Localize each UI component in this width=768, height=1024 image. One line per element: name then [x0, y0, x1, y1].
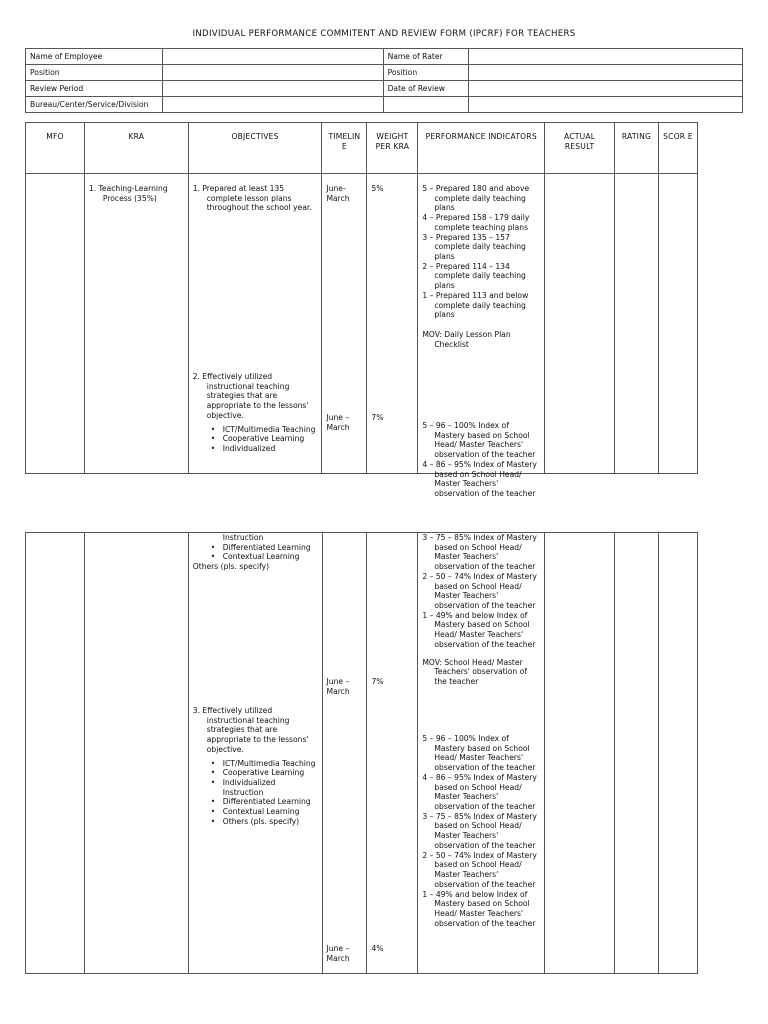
indicators-list-2: [422, 421, 540, 499]
rater-position-field[interactable]: [469, 65, 743, 81]
position-label: Position: [26, 65, 163, 81]
objective-3: 3. Effectively utilized instructional teaching strategies that are appropriate to the lessons' objective.: [192, 706, 309, 754]
indicator-item: 5 – 96 – 100% Index of Mastery based on School Head/ Master Teachers' observation of the teacher: [422, 734, 536, 773]
performance-table-page-2: [25, 532, 698, 974]
header-rating: RATING: [615, 123, 659, 174]
indicators-list-1: [422, 184, 540, 350]
indicators-list-continued: [422, 533, 540, 687]
actual-result-cell[interactable]: [545, 174, 615, 474]
indicators-cell: [418, 174, 545, 499]
header-kra: KRA: [84, 123, 188, 174]
list-item: • Others (pls. specify): [211, 817, 318, 827]
timeline-cell: [322, 533, 367, 974]
list-item: • ICT/Multimedia Teaching: [211, 425, 318, 435]
indicators-list-3: [422, 734, 540, 928]
empty-cell: [383, 97, 469, 113]
indicator-item: 2 – 50 – 74% Index of Mastery based on School Head/ Master Teachers' observation of the teacher: [422, 571, 537, 611]
table-row: [26, 174, 698, 474]
timeline-2: June – March: [326, 413, 350, 432]
objective-2-block: [193, 372, 318, 454]
objective-2: 2. Effectively utilized instructional teaching strategies that are appropriate to the lessons' objective.: [192, 372, 309, 420]
list-item: • Individualized: [211, 444, 318, 454]
weight-cell: [367, 174, 418, 474]
header-mfo: MFO: [26, 123, 85, 174]
indicator-item: 3 – 75 – 85% Index of Mastery based on School Head/ Master Teachers' observation of the teacher: [422, 811, 537, 850]
date-of-review-label: Date of Review: [383, 81, 469, 97]
list-item: • Cooperative Learning: [211, 768, 318, 778]
objectives-cell: [188, 174, 322, 474]
performance-table-page-1: [25, 122, 698, 499]
info-row: [26, 97, 743, 113]
score-cell[interactable]: [659, 533, 698, 974]
header-indicators: PERFORMANCE INDICATORS: [418, 123, 545, 174]
name-of-rater-field[interactable]: [469, 49, 743, 65]
indicator-item: 4 – Prepared 158 - 179 daily complete teaching plans: [422, 213, 530, 232]
name-of-rater-label: Name of Rater: [383, 49, 469, 65]
indicator-item: 1 – 49% and below Index of Mastery based on School Head/ Master Teachers' observation of the teacher: [422, 610, 536, 649]
objective-3-block: [193, 706, 318, 827]
weight-3: 7%: [371, 677, 384, 686]
list-item: • ICT/Multimedia Teaching: [211, 759, 318, 769]
score-cell[interactable]: [658, 174, 697, 474]
timeline-cell: [322, 174, 367, 474]
list-item: • Differentiated Learning: [211, 797, 318, 807]
weight-4: 4%: [371, 944, 384, 953]
mov-text: MOV: Daily Lesson Plan Checklist: [422, 330, 511, 349]
kra-text: 1. Teaching-Learning Process (35%): [88, 184, 168, 203]
indicator-item: 4 – 86 – 95% Index of Mastery based on School Head/ Master Teachers' observation of the teacher: [422, 772, 537, 812]
info-row: [26, 49, 743, 65]
list-item: • Contextual Learning: [211, 807, 318, 817]
list-item: • Cooperative Learning: [211, 434, 318, 444]
indicator-item: 4 – 86 – 95% Index of Mastery based on School Head/ Master Teachers' observation of the teacher: [422, 459, 537, 499]
indicator-item: 5 – 96 – 100% Index of Mastery based on School Head/ Master Teachers' observation of the teacher: [422, 421, 536, 460]
header-actual: ACTUAL RESULT: [545, 123, 615, 174]
list-item: • Individualized Instruction: [211, 778, 318, 797]
header-weight: WEIGHT PER KRA: [367, 123, 418, 174]
actual-result-cell[interactable]: [545, 533, 615, 974]
bureau-field[interactable]: [162, 97, 383, 113]
continued-item: Instruction: [222, 533, 264, 542]
continued-list: [193, 543, 318, 562]
name-of-employee-label: Name of Employee: [26, 49, 163, 65]
indicator-item: 5 – Prepared 180 and above complete daily teaching plans: [422, 184, 530, 213]
table-row: [26, 533, 698, 974]
objective-3-list: [193, 759, 318, 827]
objective-2-continued: [193, 533, 318, 572]
others-text: Others (pls. specify): [192, 562, 270, 572]
review-period-label: Review Period: [26, 81, 163, 97]
indicator-item: 2 – Prepared 114 – 134 complete daily teaching plans: [422, 261, 526, 291]
review-period-field[interactable]: [162, 81, 383, 97]
bureau-label: Bureau/Center/Service/Division: [26, 97, 163, 113]
indicator-item: 1 – Prepared 113 and below complete daily teaching plans: [422, 290, 529, 320]
kra-cell: [84, 533, 188, 974]
form-title: INDIVIDUAL PERFORMANCE COMMITENT AND REVIEW FORM (IPCRF) FOR TEACHERS: [192, 29, 576, 39]
mov-text: MOV: School Head/ Master Teachers' observation of the teacher: [422, 657, 527, 687]
mfo-cell: [26, 533, 85, 974]
timeline-4: June – March: [326, 944, 350, 963]
list-item: • Contextual Learning: [211, 552, 318, 562]
indicator-item: 2 – 50 – 74% Index of Mastery based on School Head/ Master Teachers' observation of the teacher: [422, 850, 537, 889]
objective-2-list: [193, 425, 318, 454]
rater-position-label: Position: [383, 65, 469, 81]
empty-cell: [469, 97, 743, 113]
info-row: [26, 81, 743, 97]
timeline-1: June-March: [326, 184, 350, 203]
header-score: SCOR E: [658, 123, 697, 174]
date-of-review-field[interactable]: [469, 81, 743, 97]
objective-1: 1. Prepared at least 135 complete lesson plans throughout the school year.: [192, 184, 312, 213]
header-timeline: TIMELIN E: [322, 123, 367, 174]
indicators-cell: [418, 533, 545, 974]
weight-1: 5%: [371, 184, 384, 193]
kra-cell: [84, 174, 188, 474]
rating-cell[interactable]: [615, 533, 659, 974]
name-of-employee-field[interactable]: [162, 49, 383, 65]
list-item: • Differentiated Learning: [211, 543, 318, 553]
rating-cell[interactable]: [615, 174, 659, 474]
indicator-item: 3 – Prepared 135 – 157 complete daily teaching plans: [422, 232, 526, 262]
indicator-item: 3 – 75 – 85% Index of Mastery based on School Head/ Master Teachers' observation of the teacher: [422, 533, 537, 572]
weight-cell: [367, 533, 418, 974]
objectives-cell: [188, 533, 322, 974]
employee-info-table: [25, 48, 743, 113]
weight-2: 7%: [371, 413, 384, 422]
mfo-cell: [26, 174, 85, 474]
info-row: [26, 65, 743, 81]
timeline-3: June – March: [326, 677, 350, 696]
position-field[interactable]: [162, 65, 383, 81]
header-objectives: OBJECTIVES: [188, 123, 322, 174]
header-row: [26, 123, 698, 174]
indicator-item: 1 – 49% and below Index of Mastery based on School Head/ Master Teachers' observation of the teacher: [422, 889, 536, 928]
